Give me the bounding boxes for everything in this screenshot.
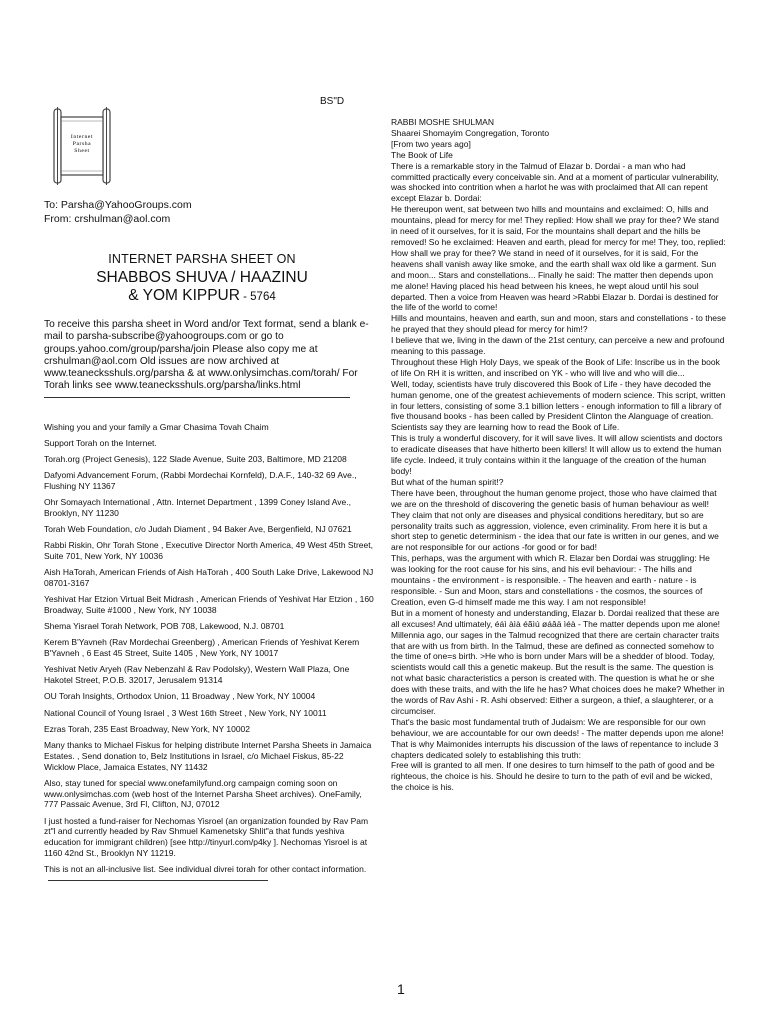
article-affiliation: Shaarei Shomayim Congregation, Toronto [391,127,550,138]
article-paragraph: I believe that we, living in the dawn of the 21st century, can perceive a new and profound meaning to this passage. [391,335,725,357]
subscription-info [44,319,374,398]
title-year: - 5764 [239,291,276,303]
org-entry: Support Torah on the Internet. [44,438,157,449]
divider [44,397,350,398]
article-paragraph: Hills and mountains, heaven and earth, sun and moon, stars and constellations - to these he prayed that they should plead for mercy for him!? [391,313,727,335]
title-line-3 [44,287,360,306]
bsd-header: BS"D [320,96,345,107]
logo-line-parsha: Parsha [72,141,92,147]
sheet-title [44,252,360,306]
from-line: From: crshulman@aol.com [44,213,171,225]
logo-line-internet: Internet [70,134,94,140]
org-entry: I just hosted a fund-raiser for Nechomas Yisroel (an organization founded by Rav Pam zt"l and currently headed by Rav Shmuel Kamenetsky Shlit"a that funds yeshiva education for immigrant children) [see http://tinyurl.com/p4ky ]. Nechomas Yisroel is at 1160 42nd St., Brooklyn NY 11219. [44,815,369,859]
org-entry: Many thanks to Michael Fiskus for helping distribute Internet Parsha Sheets in Jamaica Estates. , Send donation to, Belz Institutions in Israel, c/o Michael Fiskus, 85-22 Wicklow Place, Jamaica Estates, NY 11432 [44,739,372,772]
org-entry: OU Torah Insights, Orthodox Union, 11 Broadway , New York, NY 10004 [44,691,316,702]
article-title: The Book of Life [391,149,453,160]
article-paragraph: There is a remarkable story in the Talmud of Elazar b. Dordai - a man who had committed practically every conceivable sin. And at a moment of particular vulnerability, was shocked into contrition when a harlot he was with proclaimed that All can repent except Elazar b. Dordai: [391,160,719,204]
to-line: To: Parsha@YahooGroups.com [44,199,192,211]
org-entry: Aish HaTorah, American Friends of Aish HaTorah , 400 South Lake Drive, Lakewood NJ 08701-3167 [44,567,374,589]
article-paragraph: This, perhaps, was the argument with which R. Elazar ben Dordai was struggling: He was looking for the root cause for his sins, and his evil behaviour: - The hills and mountains - the environment - is responsible. - The heaven and earth - nature - is responsible. - Sun and Moon, stars and constellations - the cosmos, the sources of Creation, even G-d himself made me this way. I am not responsible! [391,553,710,607]
title-line-1: INTERNET PARSHA SHEET ON [108,252,296,266]
article-paragraph: There have been, throughout the human genome project, those who have claimed that we are on the threshold of discovering the genetic basis of human behaviour as well! They claim that not only are diseases and physical conditions hereditary, but so are personality traits such as aggression, violence, even criminality. From here it is but a short step to genetic determinism - the idea that our fate is written in our genes, and we are not responsible for our actions -for good or for bad! [391,487,719,553]
article-paragraph: That's the basic most fundamental truth of Judaism: We are responsible for our own behaviour, we are accountable for our own deeds! - The matter depends upon me alone! [391,716,724,738]
org-entry: Yeshivat Netiv Aryeh (Rav Nebenzahl & Rav Podolsky), Western Wall Plaza, One Hakotel Street, P.O.B. 32017, Jerusalem 91314 [44,664,350,686]
article-paragraph: But in a moment of honesty and understanding, Elazar b. Dordai realized that these are all excuses! And ultimately, éáì àìà éãìú øáâä ìéà - The matter depends upon me alone! [391,607,721,629]
article-author: RABBI MOSHE SHULMAN [391,117,494,127]
org-entry: National Council of Young Israel , 3 West 16th Street , New York, NY 10011 [44,707,327,718]
org-entry: Yeshivat Har Etzion Virtual Beit Midrash , American Friends of Yeshivat Har Etzion , 160 Broadway, Suite #1000 , New York, NY 10038 [44,594,374,616]
internet-parsha-sheet-logo [44,107,120,185]
subscription-text: To receive this parsha sheet in Word and/or Text format, send a blank e-mail to parsha-subscribe@yahoogroups.com or go to groups.yahoo.com/group/parsha/join Please also copy me at crshulman@aol.com Old issues are now archived at www.teanecksshuls.org/parsha & at www.onlysimchas.com/torah/ For Torah links see www.teanecksshuls.org/parsha/links.html [44,319,369,392]
article-column [391,117,726,793]
org-entry: Dafyomi Advancement Forum, (Rabbi Mordechai Kornfeld), D.A.F., 140-32 69 Ave., Flushing NY 11367 [44,470,357,492]
org-entry: Kerem B'Yavneh (Rav Mordechai Greenberg) , American Friends of Yeshivat Kerem B'Yavneh , 6 East 45 Street, Suite 1405 , New York, NY 10017 [44,637,360,659]
org-entry: Also, stay tuned for special www.onefamilyfund.org campaign coming soon on www.onlysimchas.com (web host of the Internet Parsha Sheet archives). OneFamily, 777 Passaic Avenue, 3rd Fl, Clifton, NJ, 07012 [44,777,362,810]
article-note: [From two years ago] [391,138,471,149]
article-paragraph: Well, today, scientists have truly discovered this Book of Life - they have decoded the human genome, one of the greatest achievements of modern science. This script, written in four letters, consisting of some 3.1 billion letters - enough information to fill a library of five thousand books - has been called by President Clinton the Alanguage of creation. Scientists say they are learning how to read the Book of Life. [391,378,726,433]
logo-line-sheet: Sheet [74,148,90,154]
article-paragraph: Millennia ago, our sages in the Talmud recognized that there are certain character traits that are with us from birth. In the Talmud, these are defined as connected somehow to the time of one=s birth. >He who is born under Mars will be a shedder of blood. Today, scientists would call this a genetic makeup. But the result is the same. The question is not what basic characteristics a person is created with. The question is what he or she does with these traits, and with the life he has? What choices does he make? Whether in the words of Rav Ashi - R. Ashi observed: Either a surgeon, a thief, a slaughterer, or a circumciser. [391,629,725,716]
page-number: 1 [397,981,405,997]
title-yom-kippur: & YOM KIPPUR [128,287,240,304]
org-entry: Torah Web Foundation, c/o Judah Diament , 94 Baker Ave, Bergenfield, NJ 07621 [44,524,352,535]
org-entry: Shema Yisrael Torah Network, POB 708, Lakewood, N.J. 08701 [44,621,285,632]
organizations-list [44,422,376,881]
article-paragraph: He thereupon went, sat between two hills and mountains and exclaimed: O, hills and mountains, plead for mercy for me! They replied: How shall we pray for thee? We stand in need of it ourselves, for it is said, For the mountains shall depart and the hills be removed! So he exclaimed: Heaven and earth, plead for mercy for me! They, too, replied: How shall we pray for thee? We stand in need of it ourselves, for it is said, For the heavens shall vanish away like smoke, and the earth shall wax old like a garment. Sun and moon... Stars and constellations... Finally he said: The matter then depends upon me alone! Having placed his head between his knees, he wept aloud until his soul departed. Then a voice from Heaven was heard >Rabbi Elazar b. Dordai is destined for the life of the world to come! [391,204,726,313]
article-paragraph: But what of the human spirit!? [391,476,504,487]
address-block [44,198,192,226]
org-entry: Ohr Somayach International , Attn. Internet Department , 1399 Coney Island Ave., Brooklyn, NY 11230 [44,497,351,519]
org-entry: Rabbi Riskin, Ohr Torah Stone , Executive Director North America, 49 West 45th Street, Suite 701, New York, NY 10036 [44,540,373,562]
article-paragraph: Throughout these High Holy Days, we speak of the Book of Life: Inscribe us in the book of life On RH it is written, and inscribed on YK - who will live and who will die... [391,356,720,378]
article-paragraph: That is why Maimonides interrupts his discussion of the laws of repentance to include 3 chapters dedicated solely to establishing this truth: [391,738,719,760]
org-entry: Torah.org (Project Genesis), 122 Slade Avenue, Suite 203, Baltimore, MD 21208 [44,454,347,465]
org-entry: Ezras Torah, 235 East Broadway, New York, NY 10002 [44,723,251,734]
divider [48,880,268,881]
org-entry: This is not an all-inclusive list. See individual divrei torah for other contact information. [44,864,367,875]
article-paragraph: Free will is granted to all men. If one desires to turn himself to the path of good and be righteous, the choice is his. Should he desire to turn to the path of evil and be wicked, the choice is his. [391,760,715,793]
org-entry: Wishing you and your family a Gmar Chasima Tovah Chaim [44,422,269,432]
article-paragraph: This is truly a wonderful discovery, for it will save lives. It will allow scientists and doctors to eradicate diseases that have hitherto been killers! It will allow us to extend the human life cycle. Indeed, it truly contains within it the language of the creation of the human body! [391,433,723,476]
title-line-2: SHABBOS SHUVA / HAAZINU [96,269,308,286]
